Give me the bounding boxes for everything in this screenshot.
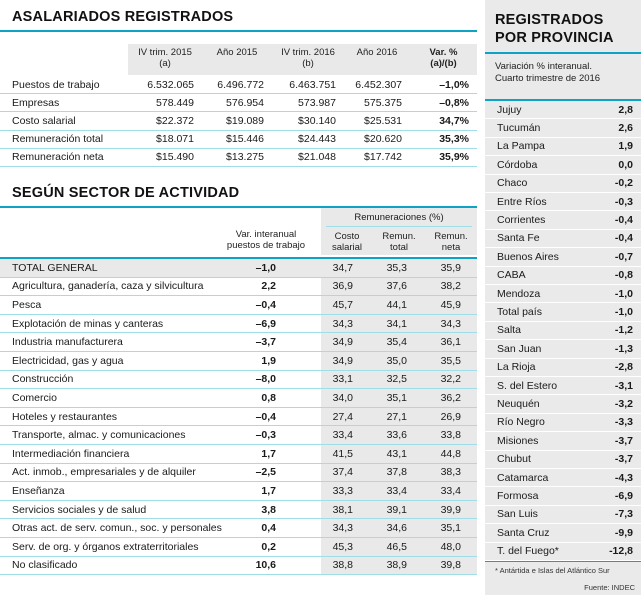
row-costo: 45,3 [332, 540, 353, 553]
row-costo: 41,5 [332, 447, 353, 460]
list-item [485, 487, 641, 505]
row-total: 37,8 [386, 466, 407, 479]
header-line: IV trim. 2016 [281, 47, 335, 58]
list-item [485, 267, 641, 285]
row-value: $22.372 [156, 114, 194, 127]
list-item [485, 469, 641, 487]
province-name: Catamarca [497, 471, 549, 484]
table-row [0, 538, 477, 557]
row-value: –0,8% [439, 96, 469, 109]
row-value: $20.620 [364, 133, 402, 146]
table-row [0, 371, 477, 390]
row-value: –1,0% [439, 78, 469, 91]
table-row [0, 501, 477, 520]
table-row [0, 333, 477, 352]
row-label: Electricidad, gas y agua [12, 354, 124, 367]
row-value: 35,3% [439, 133, 469, 146]
province-name: S. del Estero [497, 379, 558, 392]
list-item [485, 322, 641, 340]
province-name: Río Negro [497, 416, 545, 429]
row-label: Empresas [12, 96, 60, 109]
asalariados-header [202, 47, 272, 58]
table-row [0, 76, 477, 94]
row-label: Hoteles y restaurantes [12, 410, 118, 423]
row-label: Otras act. de serv. comun., soc. y personales [12, 522, 222, 535]
row-value: 575.375 [364, 96, 402, 109]
header-line: IV trim. 2015 [138, 47, 192, 58]
row-total: 35,4 [386, 336, 407, 349]
province-value: -1,2 [614, 324, 633, 337]
province-name: Buenos Aires [497, 250, 559, 263]
row-costo: 33,4 [332, 429, 353, 442]
province-value: -4,3 [614, 471, 633, 484]
row-label: Serv. de org. y órganos extraterritoriales [12, 540, 199, 553]
row-label: No clasificado [12, 559, 78, 572]
sector-header-total [373, 231, 425, 253]
row-var: 0,4 [261, 522, 276, 535]
row-value: $21.048 [298, 151, 336, 164]
row-total: 37,6 [386, 280, 407, 293]
row-var: 1,9 [261, 354, 276, 367]
table-row [0, 557, 477, 576]
row-value: $30.140 [298, 114, 336, 127]
province-value: -2,8 [614, 361, 633, 374]
header-line: salarial [331, 242, 363, 253]
asalariados-header [272, 47, 344, 69]
row-label: Pesca [12, 298, 42, 311]
list-item [485, 303, 641, 321]
row-var: 1,7 [261, 447, 276, 460]
row-value: 6.452.307 [355, 78, 402, 91]
row-value: 578.449 [156, 96, 194, 109]
row-var: –8,0 [255, 373, 276, 386]
row-var: 3,8 [261, 503, 276, 516]
row-costo: 33,1 [332, 373, 353, 386]
provincia-title-line1: REGISTRADOS [495, 12, 604, 28]
list-item [485, 119, 641, 137]
row-costo: 27,4 [332, 410, 353, 423]
sector-header-costo [321, 231, 373, 253]
province-value: -7,3 [614, 508, 633, 521]
province-name: Entre Ríos [497, 195, 547, 208]
provincia-title [495, 11, 614, 47]
table-row [0, 131, 477, 149]
table-row [0, 426, 477, 445]
province-name: CABA [497, 269, 526, 282]
province-value: 1,9 [618, 140, 633, 153]
row-var: –0,4 [255, 298, 276, 311]
province-value: -0,8 [614, 269, 633, 282]
table-row [0, 94, 477, 112]
header-line: Var. % [429, 47, 458, 58]
row-neta: 35,1 [440, 522, 461, 535]
province-value: -0,4 [614, 232, 633, 245]
row-neta: 34,3 [440, 317, 461, 330]
row-label: Comercio [12, 391, 57, 404]
provincia-bottom-rule [485, 561, 641, 562]
header-line: Var. interanual [235, 229, 297, 240]
row-neta: 38,3 [440, 466, 461, 479]
header-line: Año 2015 [216, 47, 258, 58]
header-line: Remun. [434, 231, 468, 242]
province-name: Santa Cruz [497, 526, 550, 539]
row-total: 27,1 [386, 410, 407, 423]
row-costo: 34,0 [332, 391, 353, 404]
row-costo: 34,3 [332, 522, 353, 535]
row-costo: 45,7 [332, 298, 353, 311]
row-var: –3,7 [255, 336, 276, 349]
header-line: neta [441, 242, 461, 253]
row-total: 33,6 [386, 429, 407, 442]
row-total: 39,1 [386, 503, 407, 516]
province-name: San Juan [497, 342, 542, 355]
list-item [485, 101, 641, 119]
table-row [0, 149, 477, 167]
row-costo: 34,7 [332, 261, 353, 274]
header-line: Remun. [382, 231, 416, 242]
list-item [485, 285, 641, 303]
row-total: 44,1 [386, 298, 407, 311]
row-value: $24.443 [298, 133, 336, 146]
remuneraciones-group-header: Remuneraciones (%) [354, 212, 444, 223]
province-value: -12,8 [609, 545, 633, 558]
row-label: Puestos de trabajo [12, 78, 100, 91]
province-name: La Rioja [497, 361, 536, 374]
table-row [0, 408, 477, 427]
list-item [485, 432, 641, 450]
province-value: -3,3 [614, 416, 633, 429]
province-name: Jujuy [497, 103, 522, 116]
row-value: $15.446 [226, 133, 264, 146]
row-value: $18.071 [156, 133, 194, 146]
sector-header-neta [425, 231, 477, 253]
row-costo: 38,1 [332, 503, 353, 516]
province-name: Santa Fe [497, 232, 540, 245]
row-neta: 48,0 [440, 540, 461, 553]
row-label: Agricultura, ganadería, caza y silvicultura [12, 280, 204, 293]
sector-header-var [216, 229, 316, 251]
row-total: 33,4 [386, 484, 407, 497]
row-var: 2,2 [261, 280, 276, 293]
row-value: 573.987 [298, 96, 336, 109]
list-item [485, 414, 641, 432]
list-item [485, 359, 641, 377]
row-total: 35,1 [386, 391, 407, 404]
province-name: Salta [497, 324, 521, 337]
province-value: -0,7 [614, 250, 633, 263]
province-value: -1,0 [614, 287, 633, 300]
table-row [0, 296, 477, 315]
province-name: Formosa [497, 490, 539, 503]
row-total: 46,5 [386, 540, 407, 553]
province-name: Chubut [497, 453, 531, 466]
header-line: (a)/(b) [430, 58, 457, 69]
row-value: 6.463.751 [289, 78, 336, 91]
row-costo: 38,8 [332, 559, 353, 572]
row-label: Construcción [12, 373, 74, 386]
province-value: -0,2 [614, 177, 633, 190]
sector-title: SEGÚN SECTOR DE ACTIVIDAD [12, 185, 240, 201]
asalariados-title: ASALARIADOS REGISTRADOS [12, 9, 234, 25]
row-var: –1,0 [255, 261, 276, 274]
row-total: 32,5 [386, 373, 407, 386]
row-costo: 34,3 [332, 317, 353, 330]
row-neta: 32,2 [440, 373, 461, 386]
remuneraciones-group-rule [326, 226, 472, 227]
table-row [0, 445, 477, 464]
row-label: Costo salarial [12, 114, 76, 127]
table-row [0, 315, 477, 334]
province-name: Chaco [497, 177, 528, 190]
row-value: 576.954 [226, 96, 264, 109]
row-neta: 36,2 [440, 391, 461, 404]
title-rule [0, 30, 477, 32]
list-item [485, 156, 641, 174]
list-item [485, 543, 641, 561]
row-var: 0,2 [261, 540, 276, 553]
row-value: $15.490 [156, 151, 194, 164]
province-name: Misiones [497, 434, 539, 447]
province-name: Corrientes [497, 214, 546, 227]
row-total: 35,0 [386, 354, 407, 367]
list-item [485, 248, 641, 266]
asalariados-header [410, 47, 477, 69]
row-costo: 36,9 [332, 280, 353, 293]
table-row [0, 278, 477, 297]
header-line: Año 2016 [356, 47, 398, 58]
row-total: 38,9 [386, 559, 407, 572]
row-label: Remuneración neta [12, 151, 104, 164]
row-value: $17.742 [364, 151, 402, 164]
row-neta: 36,1 [440, 336, 461, 349]
header-line: total [390, 242, 408, 253]
row-value: 6.496.772 [217, 78, 264, 91]
row-neta: 26,9 [440, 410, 461, 423]
row-label: Industria manufacturera [12, 336, 123, 349]
row-total: 34,1 [386, 317, 407, 330]
row-var: –0,4 [255, 410, 276, 423]
row-label: Transporte, almac. y comunicaciones [12, 429, 186, 442]
row-label: Enseñanza [12, 484, 65, 497]
list-item [485, 211, 641, 229]
list-item [485, 138, 641, 156]
province-value: 0,0 [618, 158, 633, 171]
row-label: Act. inmob., empresariales y de alquiler [12, 466, 196, 479]
row-value: $25.531 [364, 114, 402, 127]
province-value: -1,3 [614, 342, 633, 355]
row-neta: 35,5 [440, 354, 461, 367]
row-var: 0,8 [261, 391, 276, 404]
province-value: -1,0 [614, 306, 633, 319]
row-label: Remuneración total [12, 133, 104, 146]
province-value: -3,7 [614, 434, 633, 447]
row-neta: 33,4 [440, 484, 461, 497]
row-neta: 38,2 [440, 280, 461, 293]
list-item [485, 506, 641, 524]
row-neta: 39,8 [440, 559, 461, 572]
province-name: San Luis [497, 508, 538, 521]
header-line: (a) [159, 58, 171, 69]
province-value: -0,3 [614, 195, 633, 208]
table-row [0, 259, 477, 278]
province-value: -3,7 [614, 453, 633, 466]
list-item [485, 230, 641, 248]
asalariados-header [128, 47, 202, 69]
row-total: 34,6 [386, 522, 407, 535]
list-item [485, 377, 641, 395]
provincia-footnote: * Antártida e Islas del Atlántico Sur [495, 566, 610, 575]
list-item [485, 193, 641, 211]
row-total: 35,3 [386, 261, 407, 274]
table-row [0, 464, 477, 483]
row-neta: 35,9 [440, 261, 461, 274]
table-row [0, 389, 477, 408]
row-label: Servicios sociales y de salud [12, 503, 147, 516]
province-value: -0,4 [614, 214, 633, 227]
source-credit: Fuente: INDEC [584, 583, 635, 592]
row-value: $13.275 [226, 151, 264, 164]
row-var: –6,9 [255, 317, 276, 330]
province-value: -3,1 [614, 379, 633, 392]
list-item [485, 175, 641, 193]
list-item [485, 524, 641, 542]
province-name: Tucumán [497, 122, 541, 135]
row-neta: 33,8 [440, 429, 461, 442]
row-label: TOTAL GENERAL [12, 261, 98, 274]
row-value: 34,7% [439, 114, 469, 127]
row-costo: 34,9 [332, 354, 353, 367]
row-value: $19.089 [226, 114, 264, 127]
province-name: Neuquén [497, 398, 540, 411]
header-line: Costo [334, 231, 360, 242]
row-costo: 34,9 [332, 336, 353, 349]
row-costo: 37,4 [332, 466, 353, 479]
province-name: Total país [497, 306, 542, 319]
province-value: -3,2 [614, 398, 633, 411]
provincia-subtitle-line1: Variación % interanual. [495, 61, 592, 72]
provincia-subtitle [495, 61, 600, 85]
asalariados-header [344, 47, 410, 58]
table-row [0, 482, 477, 501]
table-row [0, 519, 477, 538]
row-label: Intermediación financiera [12, 447, 130, 460]
provincia-panel [485, 0, 641, 595]
list-item [485, 340, 641, 358]
row-var: –2,5 [255, 466, 276, 479]
row-value: 6.532.065 [147, 78, 194, 91]
table-row [0, 112, 477, 130]
provincia-subtitle-line2: Cuarto trimestre de 2016 [495, 73, 601, 84]
province-value: 2,6 [618, 122, 633, 135]
province-value: -9,9 [614, 526, 633, 539]
list-item [485, 451, 641, 469]
province-value: -6,9 [614, 490, 633, 503]
list-item [485, 395, 641, 413]
row-neta: 39,9 [440, 503, 461, 516]
header-line: (b) [302, 58, 314, 69]
table-row [0, 352, 477, 371]
row-label: Explotación de minas y canteras [12, 317, 164, 330]
row-var: –0,3 [255, 429, 276, 442]
province-name: La Pampa [497, 140, 545, 153]
province-name: T. del Fuego* [497, 545, 559, 558]
row-total: 43,1 [386, 447, 407, 460]
row-costo: 33,3 [332, 484, 353, 497]
province-value: 2,8 [618, 103, 633, 116]
province-name: Córdoba [497, 158, 538, 171]
provincia-title-line2: POR PROVINCIA [495, 30, 614, 46]
row-var: 1,7 [261, 484, 276, 497]
row-neta: 45,9 [440, 298, 461, 311]
province-name: Mendoza [497, 287, 541, 300]
row-neta: 44,8 [440, 447, 461, 460]
row-value: 35,9% [439, 151, 469, 164]
header-line: puestos de trabajo [226, 240, 306, 251]
row-var: 10,6 [255, 559, 276, 572]
provincia-title-rule [485, 52, 641, 54]
